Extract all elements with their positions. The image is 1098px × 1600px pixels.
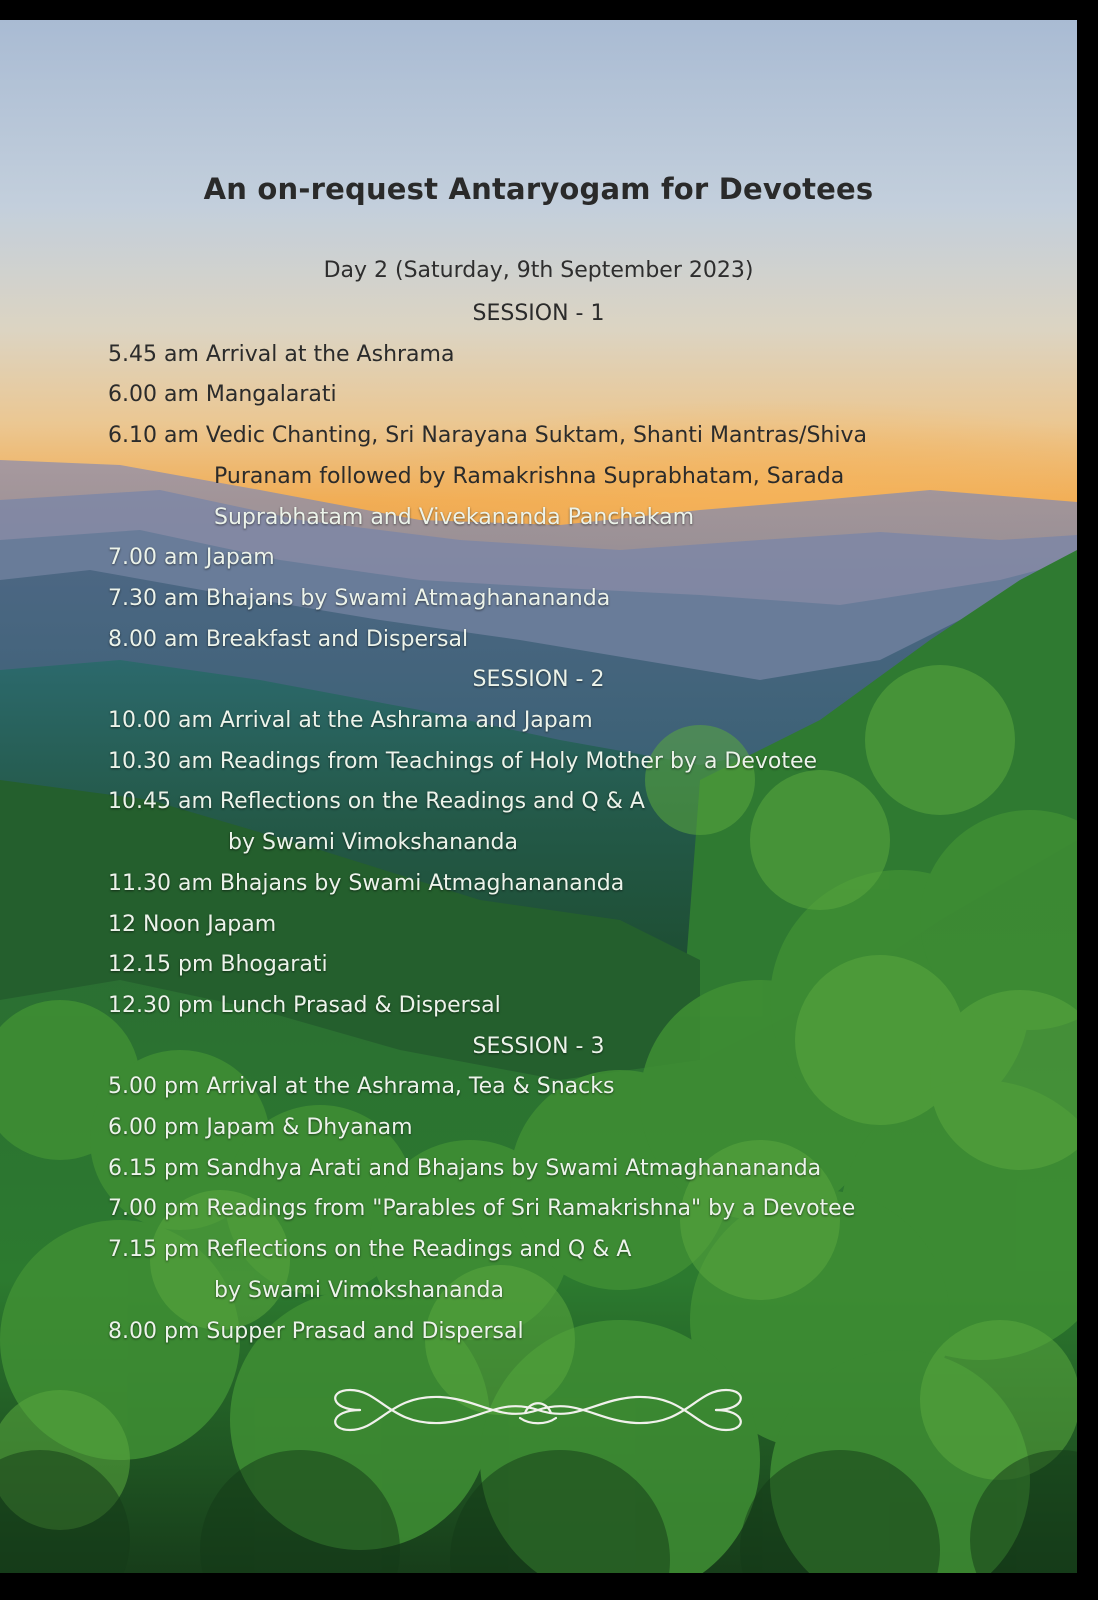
session-heading: SESSION - 2 (472, 667, 605, 693)
schedule-item: 10.45 am Reflections on the Readings and Q & A (108, 789, 645, 815)
schedule-item: 10.00 am Arrival at the Ashrama and Japam (108, 708, 593, 733)
right-border (1077, 0, 1098, 1600)
bottom-border (0, 1573, 1098, 1600)
schedule-item: 5.45 am Arrival at the Ashrama (108, 341, 455, 367)
schedule-item: 7.00 am Japam (108, 545, 275, 571)
top-border (0, 0, 1098, 20)
schedule-item-continuation: Suprabhatam and Vivekananda Panchakam (214, 504, 695, 530)
session-heading: SESSION - 3 (472, 1033, 605, 1059)
poster-title: An on-request Antaryogam for Devotees (203, 172, 874, 206)
schedule-item: 8.00 am Breakfast and Dispersal (108, 626, 469, 652)
schedule-item-continuation: by Swami Vimokshananda (214, 1277, 504, 1303)
schedule-item: 7.15 pm Reflections on the Readings and Q & A (108, 1237, 632, 1263)
schedule-item: 12.30 pm Lunch Prasad & Dispersal (108, 992, 501, 1018)
ornamental-flourish-icon (320, 1385, 756, 1435)
schedule-item-continuation: by Swami Vimokshananda (228, 830, 518, 856)
schedule-item: 12 Noon Japam (108, 911, 277, 937)
schedule-item: 12.15 pm Bhogarati (108, 952, 328, 978)
schedule-item-continuation: Puranam followed by Ramakrishna Suprabhatam, Sarada (214, 463, 845, 489)
day-date-line: Day 2 (Saturday, 9th September 2023) (323, 258, 754, 283)
schedule-item: 7.00 pm Readings from "Parables of Sri Ramakrishna" by a Devotee (108, 1196, 856, 1222)
schedule-item: 11.30 am Bhajans by Swami Atmaghanananda (108, 870, 625, 896)
schedule-item: 10.30 am Readings from Teachings of Holy Mother by a Devotee (108, 748, 818, 774)
schedule-item: 8.00 pm Supper Prasad and Dispersal (108, 1318, 524, 1344)
schedule-item: 7.30 am Bhajans by Swami Atmaghanananda (108, 585, 611, 611)
session-heading: SESSION - 1 (472, 301, 605, 326)
schedule-item: 5.00 pm Arrival at the Ashrama, Tea & Snacks (108, 1074, 615, 1100)
schedule-item: 6.00 pm Japam & Dhyanam (108, 1115, 413, 1140)
schedule-item: 6.15 pm Sandhya Arati and Bhajans by Swami Atmaghanananda (108, 1155, 822, 1181)
schedule-item: 6.10 am Vedic Chanting, Sri Narayana Suktam, Shanti Mantras/Shiva (108, 423, 867, 449)
schedule-item: 6.00 am Mangalarati (108, 382, 337, 408)
